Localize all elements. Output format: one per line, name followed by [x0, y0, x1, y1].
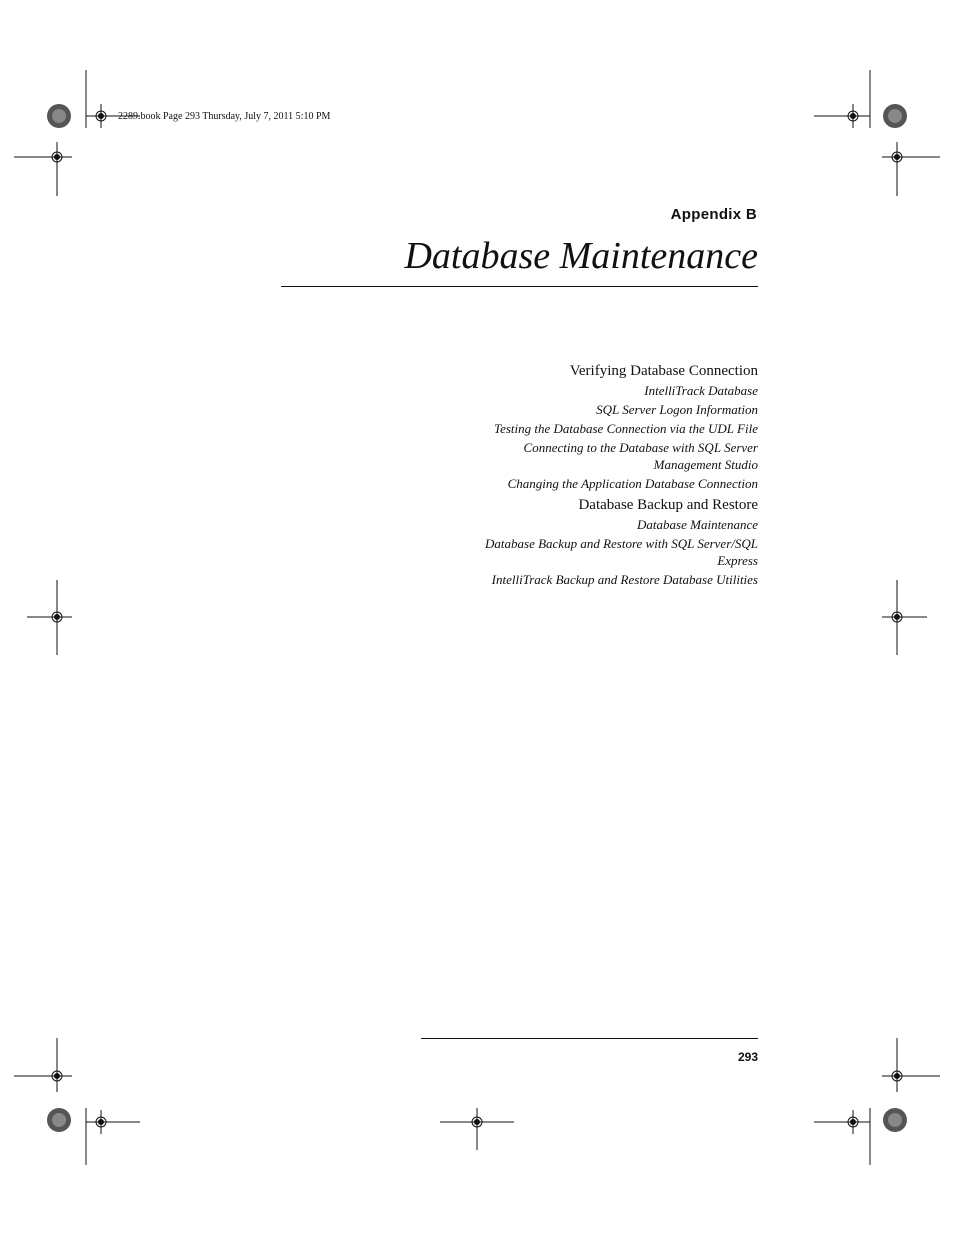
footer-rule: [421, 1038, 758, 1039]
toc-item[interactable]: Changing the Application Database Connection: [507, 476, 758, 491]
registration-mark-icon: [882, 1038, 940, 1092]
registration-mark-icon: [882, 580, 927, 655]
toc-item[interactable]: Management Studio: [653, 457, 758, 472]
toc-item[interactable]: Connecting to the Database with SQL Server: [523, 440, 758, 455]
print-slug: 2289.book Page 293 Thursday, July 7, 2011 5:10 PM: [118, 111, 331, 122]
toc-heading[interactable]: Database Backup and Restore: [578, 497, 758, 513]
registration-mark-icon: [14, 142, 72, 196]
page-title: Database Maintenance: [404, 235, 758, 277]
registration-mark-icon: [86, 1108, 140, 1165]
toc-item[interactable]: IntelliTrack Backup and Restore Database Utilities: [491, 572, 758, 587]
toc-item[interactable]: IntelliTrack Database: [644, 383, 758, 398]
appendix-label: Appendix B: [670, 206, 757, 223]
toc-heading[interactable]: Verifying Database Connection: [569, 363, 758, 379]
toc-item[interactable]: Express: [717, 553, 758, 568]
chapter-contents: [418, 360, 758, 592]
title-rule: [281, 286, 758, 287]
page-number: 293: [737, 1050, 758, 1064]
registration-mark-icon: [14, 1038, 72, 1092]
registration-mark-icon: [440, 1108, 514, 1150]
registration-mark-icon: [814, 1108, 870, 1165]
starburst-mark-icon: [47, 1108, 71, 1132]
toc-item[interactable]: Database Backup and Restore with SQL Server/SQL: [485, 536, 758, 551]
toc-section: [418, 496, 758, 588]
starburst-mark-icon: [883, 1108, 907, 1132]
toc-item[interactable]: Database Maintenance: [637, 517, 758, 532]
registration-mark-icon: [27, 580, 72, 655]
registration-mark-icon: [814, 70, 870, 128]
toc-section: [418, 362, 758, 492]
toc-item[interactable]: SQL Server Logon Information: [596, 402, 758, 417]
toc-item[interactable]: Testing the Database Connection via the UDL File: [494, 421, 758, 436]
registration-mark-icon: [882, 142, 940, 196]
starburst-mark-icon: [883, 104, 907, 128]
starburst-mark-icon: [47, 104, 71, 128]
